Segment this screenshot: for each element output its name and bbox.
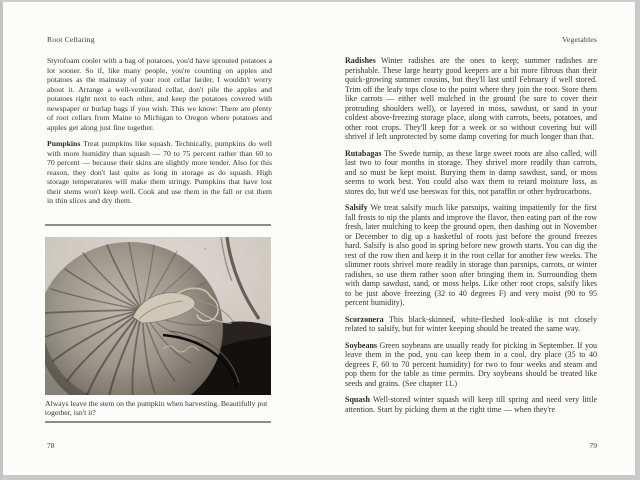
paragraph-styrofoam	[47, 56, 272, 132]
paragraph-text: This black-skinned, white-fleshed look-alike is not closely related to salsify, but for winter keeping should be treated the same way.	[345, 314, 597, 333]
running-head-right: Vegetables	[562, 35, 597, 44]
paragraph-text: Winter radishes are the ones to keep; summer radishes are perishable. These large hearty good keepers are a bit more fibrous than their quick-growing summer cousins, but they'll last until February if well stored. Trim off the leafy tops close to the point where they join the root. Store them like carrots — either well mulched in the ground (be sure to cover their protruding shoulders well), or layered in moss, sawdust, or sand in your coldest above-freezing storage place, along with carrots, beets, potatoes, and other root crops. They'll keep for a week or so without covering but will shrivel if left unprotected by some damp covering for much longer than that.	[345, 56, 598, 141]
figure-rule-bottom	[45, 421, 271, 423]
paragraph-text: The Swede turnip, as these large sweet roots are also called, will last two to four months in storage. They shrivel more readily than carrots, and so must be kept moist. Burying them in damp sawdust, sand, or moss seems to work best. You could also wax them to retard moisture loss, as stores do, but we'd use beeswax for this, not paraffin or other hydrocarbons.	[345, 148, 598, 196]
paragraph-lead: Radishes	[345, 56, 376, 65]
pumpkin-photo-graphic	[45, 237, 271, 395]
paragraph-text: Green soybeans are usually ready for picking in September. If you leave them in the pod, you can keep them in a cool, dry place (35 to 40 degrees F, 60 to 70 percent humidity) for two to four weeks and steam and pop them for the table as time permits. Dry soybeans should be treated like seeds and grains. (See chapter 11.)	[345, 340, 597, 388]
page-number-left: 78	[47, 441, 55, 450]
running-head-left: Root Cellaring	[47, 35, 95, 44]
left-page-text	[47, 56, 272, 213]
paragraph-lead: Scorzonera	[345, 314, 384, 324]
figure-caption: Always leave the stem on the pumpkin when harvesting. Beautifully put together, isn't it?	[45, 399, 268, 418]
paragraph-lead: Rutabagas	[345, 148, 382, 158]
paragraph-squash	[345, 395, 597, 414]
figure-rule-top	[45, 224, 271, 226]
paragraph-pumpkins	[47, 139, 272, 206]
paragraph-text: Well-stored winter squash will keep till spring and need very little attention. Start by picking them at the right time — when they're	[345, 395, 597, 414]
paragraph-text: Styrofoam cooler with a bag of potatoes, you'd have sprouted potatoes a lot sooner. So if, like many people, you're counting on apples and potatoes as the mainstay of your root cellar larder, I wouldn't worry about it. Arrange a well-ventilated cellar, don't pile the apples and potatoes right next to each other, and keep the potatoes covered with newspaper or burlap bags if you wish. This we know: There are plenty of root cellars from Maine to Michigan to Oregon where potatoes and apples get along just fine together.	[47, 56, 273, 132]
paragraph-text: We treat salsify much like parsnips, waiting impatiently for the first fall frosts to nip the plants and improve the flavor, then eating part of the row fresh, later mulching to keep the ground open, then dashing out in November or December to dig up a basketful of roots just before the ground freezes hard. Salsify is also good in spring before new growth starts. You can dig the rest of the row then and keep it in the root cellar for another few weeks. The slimmer roots shrivel more readily in storage than parsnips, carrots, or winter radishes, so use them rather soon after bringing them in. Surrounding them with damp sawdust, sand, or moss helps. Like other root crops, salsify likes to be just above freezing (32 to 40 degrees F) and very moist (90 to 95 percent humidity).	[345, 203, 598, 307]
paragraph-salsify	[345, 203, 597, 308]
paragraph-lead: Soybeans	[345, 340, 378, 350]
paragraph-scorzonera	[345, 315, 597, 334]
pumpkin-photo	[45, 237, 271, 395]
paragraph-lead: Squash	[345, 395, 370, 404]
paragraph-radishes	[345, 56, 597, 142]
paragraph-rutabagas	[345, 149, 597, 197]
paragraph-lead: Pumpkins	[47, 139, 81, 148]
paragraph-soybeans	[345, 341, 597, 389]
page-number-right: 79	[589, 441, 597, 450]
right-page-text	[345, 56, 597, 421]
paragraph-lead: Salsify	[345, 203, 368, 212]
paragraph-text: Treat pumpkins like squash. Technically, pumpkins do well with more humidity than squash — 70 to 75 percent rather than 60 to 70 percent — because their skins are slightly more tender. Also for this reason, they don't last quite as long in storage as do squash. High storage temperatures will make them stringy. Pumpkins that have lost their stems won't keep well. Cook and use them in the fall or cut them in thin slices and dry them.	[47, 139, 272, 205]
